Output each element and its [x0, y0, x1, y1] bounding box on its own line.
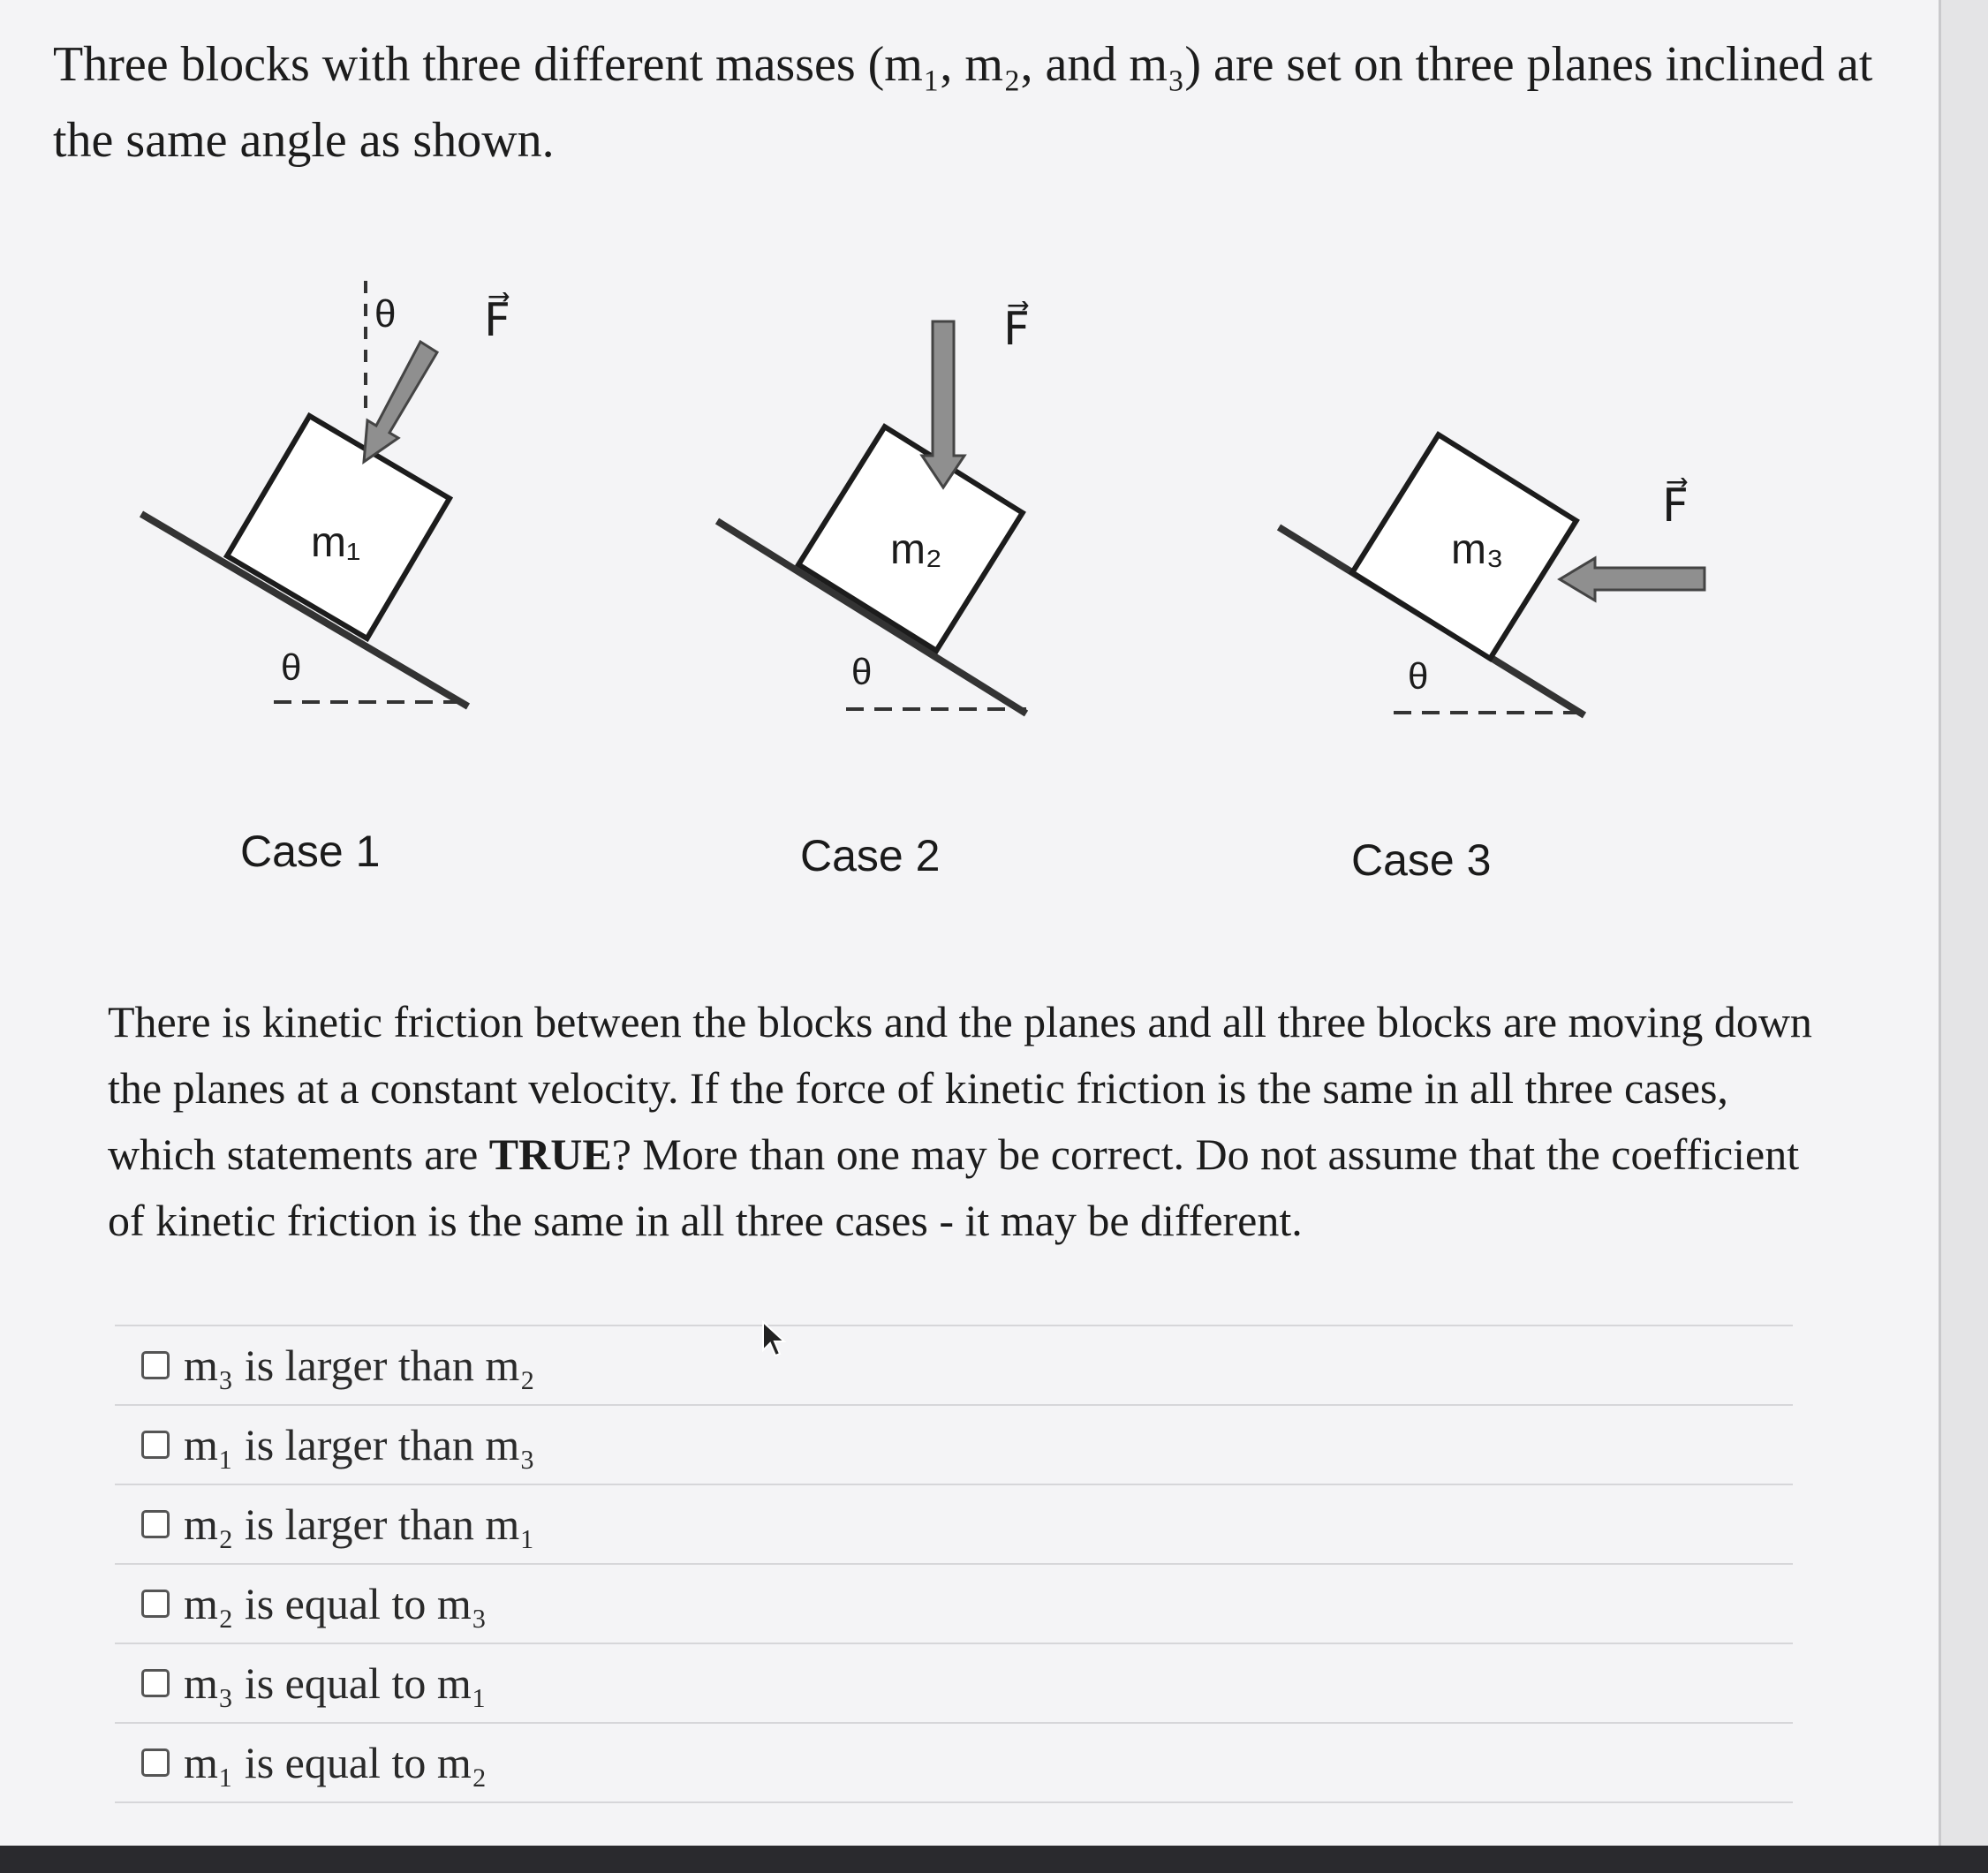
question-text-emphasis: TRUE [488, 1129, 612, 1179]
option-checkbox[interactable] [141, 1748, 170, 1777]
case-3-diagram [1279, 434, 1705, 715]
answer-option[interactable] [115, 1644, 1793, 1724]
option-label: m₂ is equal to m₃ [184, 1579, 488, 1628]
case-3-mass-label: m₃ [1451, 526, 1504, 573]
option-label: m₃ is larger than m₂ [184, 1341, 535, 1390]
case-2-label: Case 2 [800, 831, 941, 880]
case-1-label: Case 1 [240, 827, 381, 876]
case-1-diagram [141, 281, 510, 706]
incline-diagram [115, 265, 1775, 901]
case-1-force-arrow [364, 342, 437, 462]
option-checkbox[interactable] [141, 1590, 170, 1618]
option-checkbox[interactable] [141, 1510, 170, 1538]
case-1-angle-label: θ [281, 646, 302, 688]
question-text-part-1: There is kinetic friction between the blocks and the planes and all three blocks are moving down the planes at a constant velocity. If the force of kinetic friction is the same in all three cases, which statements are [108, 997, 1812, 1179]
mouse-pointer-icon [761, 1320, 791, 1359]
option-checkbox[interactable] [141, 1669, 170, 1697]
case-2-force-label: F⃗ [1003, 304, 1030, 355]
case-3-force-arrow [1560, 558, 1705, 600]
case-3-label: Case 3 [1351, 835, 1492, 885]
case-1-force-label: F⃗ [484, 295, 510, 346]
answer-option[interactable] [115, 1724, 1793, 1803]
question-text-part-2: ? More than one may be correct. Do not assume that the coefficient of kinetic friction is the same in all three cases - it may be different. [108, 1129, 1800, 1245]
option-label: m₃ is equal to m₁ [184, 1658, 488, 1708]
case-2-mass-label: m₂ [890, 526, 942, 573]
answer-options [115, 1325, 1793, 1803]
option-checkbox[interactable] [141, 1431, 170, 1459]
case-3-angle-label: θ [1408, 655, 1429, 697]
case-2-force-arrow [922, 321, 964, 487]
question-text [108, 989, 1839, 1254]
case-2-diagram [717, 301, 1030, 714]
screen-bezel [0, 1846, 1988, 1873]
answer-option[interactable] [115, 1485, 1793, 1565]
answer-option[interactable] [115, 1326, 1793, 1406]
case-2-angle-label: θ [851, 651, 873, 692]
case-3-force-label: F⃗ [1662, 480, 1689, 532]
option-label: m₁ is equal to m₂ [184, 1738, 488, 1787]
problem-intro: Three blocks with three different masses (m₁, m₂, and m₃) are set on three planes inclined at the same angle as shown. [53, 37, 1873, 168]
option-checkbox[interactable] [141, 1351, 170, 1379]
option-label: m₁ is larger than m₃ [184, 1420, 535, 1469]
incline-figure [115, 265, 1775, 901]
answer-option[interactable] [115, 1406, 1793, 1485]
case-1-mass-label: m₁ [311, 519, 361, 566]
option-label: m₂ is larger than m₁ [184, 1499, 535, 1549]
case-1-force-angle-label: θ [374, 292, 397, 336]
answer-option[interactable] [115, 1565, 1793, 1644]
